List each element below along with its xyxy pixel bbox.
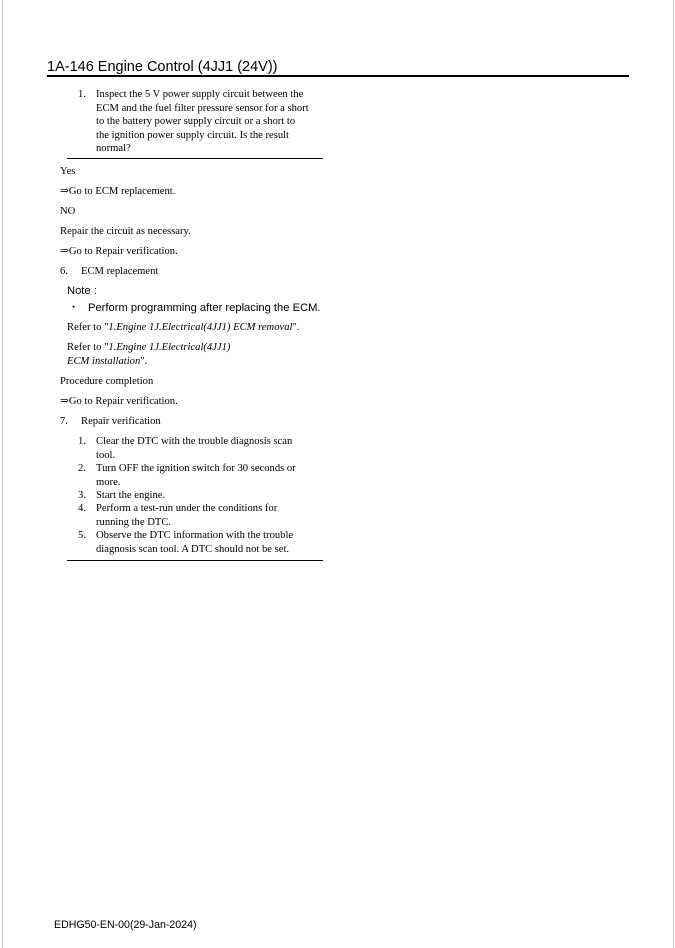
page-left-edge: [2, 0, 3, 948]
refer-ecm-removal[interactable]: [67, 321, 299, 335]
verification-step-line-1: Clear the DTC with the trouble diagnosis scan: [96, 436, 293, 447]
section-6-number: 6.: [60, 266, 68, 277]
table-rule-bottom: [67, 560, 323, 561]
inspect-step-line-3: to the battery power supply circuit or a short to: [96, 116, 296, 127]
refer-ecm-installation-link-1[interactable]: 1.Engine 1J.Electrical(4JJ1): [108, 342, 231, 353]
procedure-completion: Procedure completion: [60, 376, 154, 387]
verification-step-line-2: tool.: [96, 449, 116, 461]
verification-step-line-1: Turn OFF the ignition switch for 30 seconds or: [96, 463, 296, 474]
goto-ecm-replacement-link[interactable]: ⇒Go to ECM replacement.: [60, 186, 176, 197]
goto-repair-verification-link[interactable]: ⇒Go to Repair verification.: [60, 246, 178, 257]
result-yes: Yes: [60, 166, 76, 177]
document-footer: EDHG50-EN-00(29-Jan-2024): [54, 919, 197, 931]
refer-prefix: Refer to ": [67, 342, 109, 353]
inspect-step-line-2: ECM and the fuel filter pressure sensor for a short: [96, 102, 309, 114]
refer-ecm-installation-line-2[interactable]: [67, 355, 147, 369]
refer-ecm-removal-link[interactable]: 1.Engine 1J.Electrical(4JJ1) ECM removal: [108, 322, 293, 333]
goto-repair-verification-link-2[interactable]: ⇒Go to Repair verification.: [60, 396, 178, 407]
verification-step-line-2: diagnosis scan tool. A DTC should not be set.: [96, 543, 290, 555]
refer-suffix: ".: [292, 322, 300, 333]
section-7-title: Repair verification: [81, 416, 161, 427]
refer-suffix: ".: [140, 356, 148, 367]
inspect-step-number: 1.: [78, 89, 86, 100]
verification-step-number: 1.: [78, 436, 86, 447]
page-header-title: 1A-146 Engine Control (4JJ1 (24V)): [47, 59, 278, 75]
refer-ecm-installation-line-1[interactable]: [67, 341, 230, 355]
verification-step-number: 4.: [78, 503, 86, 514]
verification-step-number: 2.: [78, 463, 86, 474]
refer-prefix: Refer to ": [67, 322, 109, 333]
table-rule-top: [67, 158, 323, 159]
verification-step-number: 5.: [78, 530, 86, 541]
inspect-step-line-1: Inspect the 5 V power supply circuit between the: [96, 89, 304, 100]
inspect-step-line-5: normal?: [96, 143, 131, 154]
note-label: Note :: [67, 285, 97, 297]
verification-step-line-1: Perform a test-run under the conditions for: [96, 503, 278, 514]
verification-step-line-2: running the DTC.: [96, 516, 172, 528]
verification-step-number: 3.: [78, 490, 86, 501]
page-right-edge: [673, 0, 674, 948]
section-7-number: 7.: [60, 416, 68, 427]
inspect-step-line-4: the ignition power supply circuit. Is the result: [96, 129, 290, 141]
note-bullet: ・: [68, 302, 80, 314]
repair-circuit-text: Repair the circuit as necessary.: [60, 226, 191, 237]
verification-step-line-1: Observe the DTC information with the trouble: [96, 530, 294, 541]
header-divider: [47, 75, 629, 77]
note-text: Perform programming after replacing the ECM.: [88, 302, 321, 314]
verification-step-line-2: more.: [96, 476, 121, 488]
refer-ecm-installation-link-2[interactable]: ECM installation: [67, 356, 141, 367]
section-6-title: ECM replacement: [81, 266, 159, 277]
result-no: NO: [60, 206, 76, 217]
verification-step-line-1: Start the engine.: [96, 490, 166, 501]
